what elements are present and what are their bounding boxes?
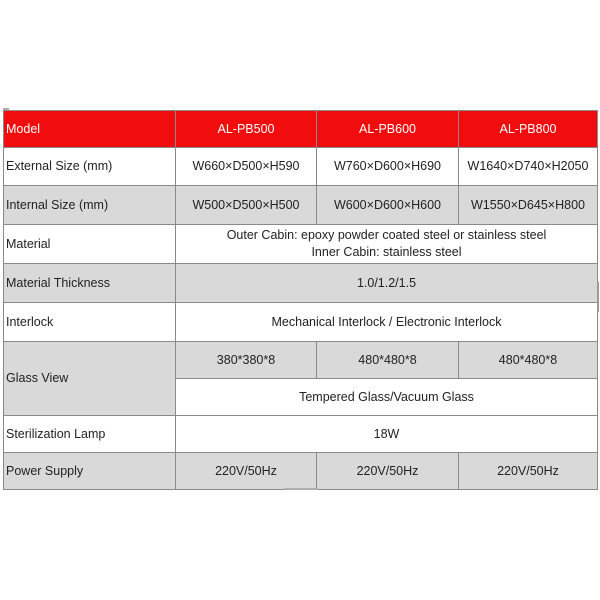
spec-table — [3, 110, 598, 490]
header-row — [4, 111, 598, 148]
header-model-pb800: AL-PB800 — [459, 111, 598, 148]
material-inner-cabin: Inner Cabin: stainless steel — [311, 245, 462, 259]
internal-size-pb500: W500×D500×H500 — [176, 186, 317, 225]
edge-mark-right — [597, 282, 599, 312]
material-thickness-label: Material Thickness — [4, 264, 176, 303]
row-sterilization-lamp — [4, 416, 598, 453]
external-size-pb500: W660×D500×H590 — [176, 148, 317, 186]
material-thickness-value: 1.0/1.2/1.5 — [176, 264, 598, 303]
internal-size-label: Internal Size (mm) — [4, 186, 176, 225]
glass-view-label: Glass View — [4, 342, 176, 416]
material-label: Material — [4, 225, 176, 264]
glass-view-size-pb500: 380*380*8 — [176, 342, 317, 379]
glass-view-type: Tempered Glass/Vacuum Glass — [176, 379, 598, 416]
row-power-supply — [4, 453, 598, 490]
sterilization-lamp-value: 18W — [176, 416, 598, 453]
row-material — [4, 225, 598, 264]
internal-size-pb800: W1550×D645×H800 — [459, 186, 598, 225]
power-supply-pb600: 220V/50Hz — [317, 453, 459, 490]
external-size-pb800: W1640×D740×H2050 — [459, 148, 598, 186]
power-supply-pb500: 220V/50Hz — [176, 453, 317, 490]
power-supply-pb800: 220V/50Hz — [459, 453, 598, 490]
row-material-thickness — [4, 264, 598, 303]
row-interlock — [4, 303, 598, 342]
header-model-label: Model — [4, 111, 176, 148]
row-external-size — [4, 148, 598, 186]
glass-view-size-pb600: 480*480*8 — [317, 342, 459, 379]
row-glass-view-sizes — [4, 342, 598, 379]
edge-mark-bottom — [284, 488, 318, 490]
material-value — [176, 225, 598, 264]
external-size-label: External Size (mm) — [4, 148, 176, 186]
material-outer-cabin: Outer Cabin: epoxy powder coated steel or stainless steel — [226, 228, 547, 242]
internal-size-pb600: W600×D600×H600 — [317, 186, 459, 225]
external-size-pb600: W760×D600×H690 — [317, 148, 459, 186]
row-internal-size — [4, 186, 598, 225]
sterilization-lamp-label: Sterilization Lamp — [4, 416, 176, 453]
header-model-pb600: AL-PB600 — [317, 111, 459, 148]
interlock-value: Mechanical Interlock / Electronic Interlock — [176, 303, 598, 342]
power-supply-label: Power Supply — [4, 453, 176, 490]
interlock-label: Interlock — [4, 303, 176, 342]
header-model-pb500: AL-PB500 — [176, 111, 317, 148]
glass-view-size-pb800: 480*480*8 — [459, 342, 598, 379]
